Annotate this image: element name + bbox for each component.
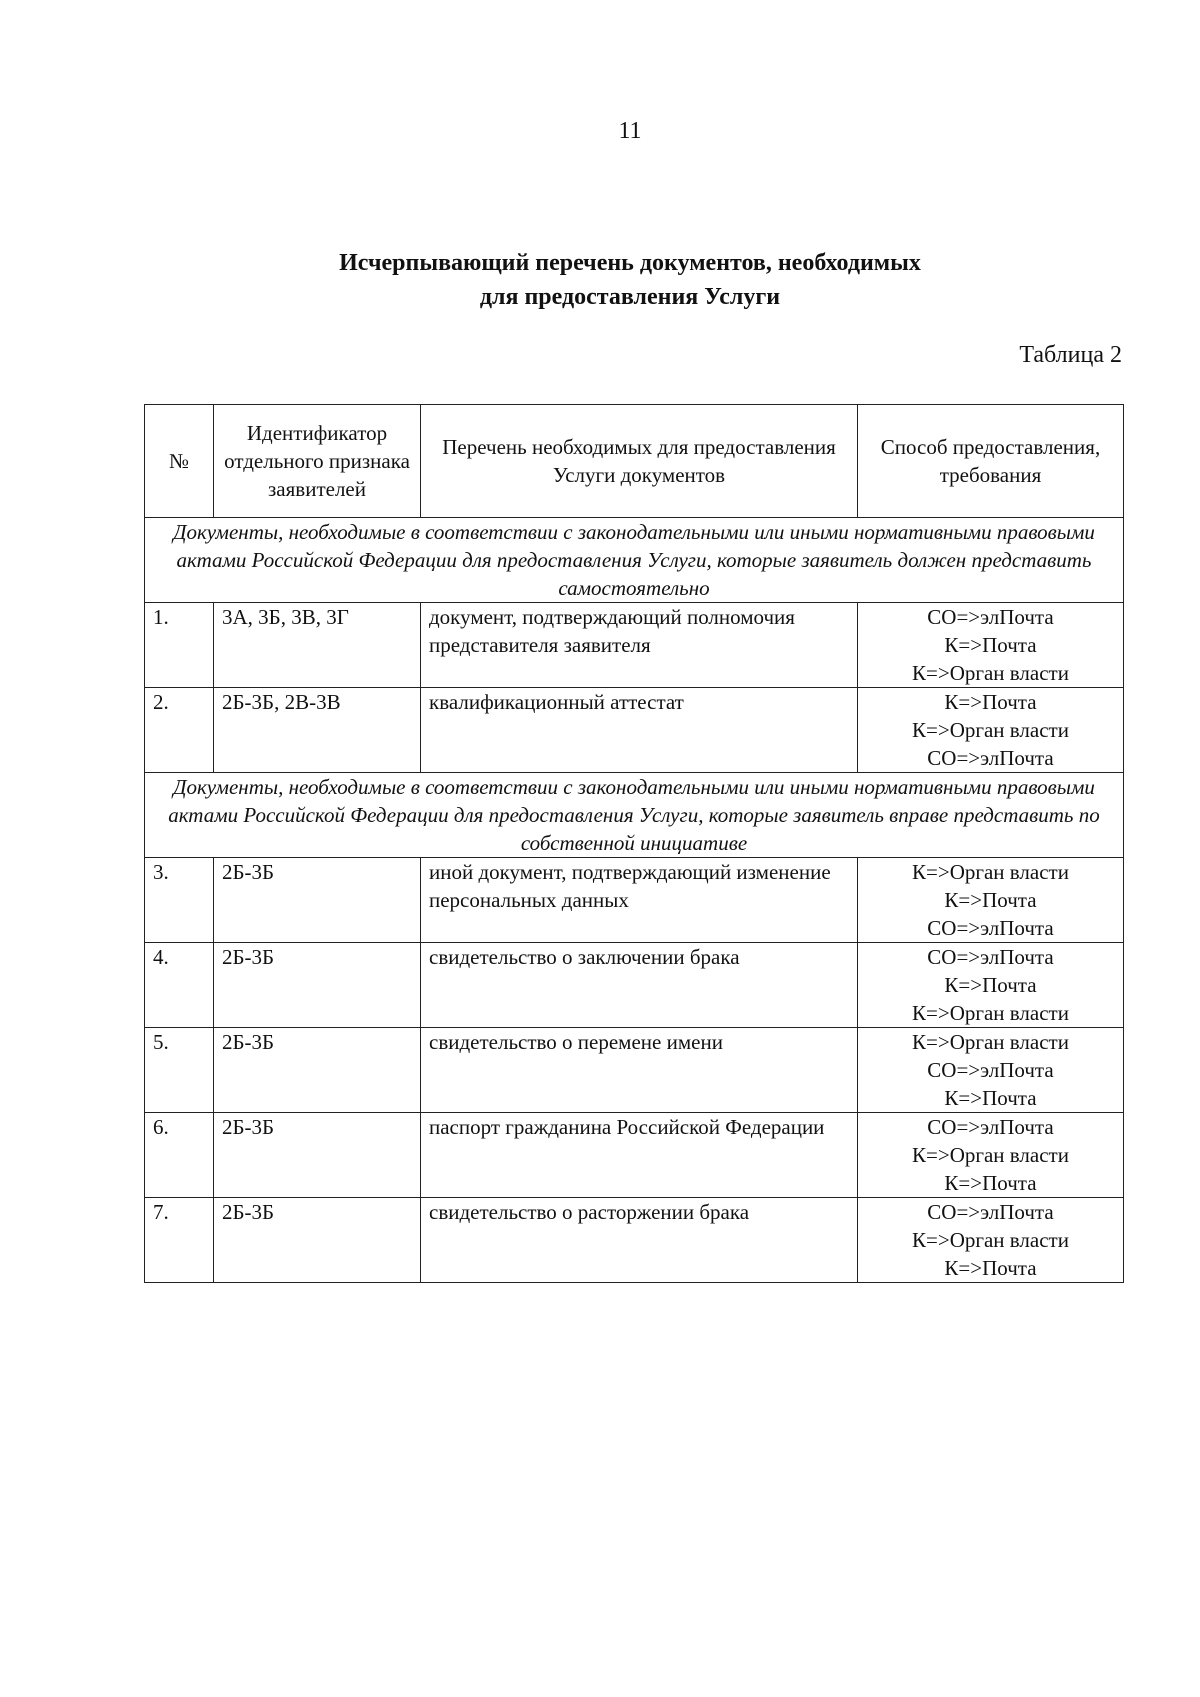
section-row xyxy=(145,773,1124,858)
table-row xyxy=(145,1028,1124,1113)
method-item: К=>Орган власти xyxy=(912,1001,1069,1025)
row-identifier: 2Б-3Б xyxy=(214,1113,421,1198)
section-row xyxy=(145,518,1124,603)
row-identifier: 2Б-3Б xyxy=(214,1198,421,1283)
method-item: К=>Орган власти xyxy=(912,718,1069,742)
row-identifier: 2Б-3Б xyxy=(214,1028,421,1113)
row-document: свидетельство о расторжении брака xyxy=(421,1198,858,1283)
table-row xyxy=(145,688,1124,773)
method-item: СО=>элПочта xyxy=(927,916,1054,940)
row-identifier: 3А, 3Б, 3В, 3Г xyxy=(214,603,421,688)
row-number: 2. xyxy=(145,688,214,773)
header-documents: Перечень необходимых для предоставления Услуги документов xyxy=(421,405,858,518)
header-identifier: Идентификатор отдельного признака заявителей xyxy=(214,405,421,518)
method-item: СО=>элПочта xyxy=(927,1200,1054,1224)
document-title-line-1: Исчерпывающий перечень документов, необходимых xyxy=(339,250,921,276)
page-number: 11 xyxy=(618,118,642,144)
row-number: 5. xyxy=(145,1028,214,1113)
row-methods xyxy=(858,603,1124,688)
method-item: К=>Почта xyxy=(944,1171,1037,1195)
document-title xyxy=(0,246,1200,314)
method-item: К=>Орган власти xyxy=(912,1143,1069,1167)
table-row xyxy=(145,1113,1124,1198)
method-item: К=>Почта xyxy=(944,888,1037,912)
header-method: Способ предоставления, требования xyxy=(858,405,1124,518)
method-item: К=>Почта xyxy=(944,633,1037,657)
method-item: К=>Почта xyxy=(944,1086,1037,1110)
row-document: квалификационный аттестат xyxy=(421,688,858,773)
method-item: К=>Почта xyxy=(944,1256,1037,1280)
row-methods xyxy=(858,1028,1124,1113)
method-item: К=>Орган власти xyxy=(912,1228,1069,1252)
method-item: СО=>элПочта xyxy=(927,746,1054,770)
table-header-row xyxy=(145,405,1124,518)
documents-table xyxy=(144,404,1124,1283)
row-number: 3. xyxy=(145,858,214,943)
method-item: К=>Орган власти xyxy=(912,860,1069,884)
row-document: документ, подтверждающий полномочия представителя заявителя xyxy=(421,603,858,688)
row-number: 1. xyxy=(145,603,214,688)
document-title-line-2: для предоставления Услуги xyxy=(479,284,781,310)
row-document: иной документ, подтверждающий изменение персональных данных xyxy=(421,858,858,943)
method-item: СО=>элПочта xyxy=(927,1058,1054,1082)
row-identifier: 2Б-3Б xyxy=(214,943,421,1028)
row-document: свидетельство о заключении брака xyxy=(421,943,858,1028)
table-row xyxy=(145,858,1124,943)
table-body xyxy=(145,518,1124,1283)
header-number: № xyxy=(145,405,214,518)
method-item: К=>Почта xyxy=(944,690,1037,714)
method-item: СО=>элПочта xyxy=(927,605,1054,629)
method-item: К=>Орган власти xyxy=(912,661,1069,685)
row-document: паспорт гражданина Российской Федерации xyxy=(421,1113,858,1198)
section-title: Документы, необходимые в соответствии с законодательными или иными нормативными правовыми актами Российской Федерации для предоставления Услуги, которые заявитель вправе представить по собственной инициативе xyxy=(145,773,1124,858)
row-identifier: 2Б-3Б, 2В-3В xyxy=(214,688,421,773)
method-item: СО=>элПочта xyxy=(927,945,1054,969)
row-number: 7. xyxy=(145,1198,214,1283)
section-title: Документы, необходимые в соответствии с законодательными или иными нормативными правовыми актами Российской Федерации для предоставления Услуги, которые заявитель должен представить самостоятельно xyxy=(145,518,1124,603)
row-methods xyxy=(858,943,1124,1028)
row-methods xyxy=(858,1198,1124,1283)
row-document: свидетельство о перемене имени xyxy=(421,1028,858,1113)
method-item: СО=>элПочта xyxy=(927,1115,1054,1139)
method-item: К=>Орган власти xyxy=(912,1030,1069,1054)
table-label: Таблица 2 xyxy=(1019,342,1122,368)
method-item: К=>Почта xyxy=(944,973,1037,997)
row-methods xyxy=(858,858,1124,943)
table-row xyxy=(145,603,1124,688)
row-number: 6. xyxy=(145,1113,214,1198)
table-row xyxy=(145,943,1124,1028)
row-identifier: 2Б-3Б xyxy=(214,858,421,943)
row-number: 4. xyxy=(145,943,214,1028)
row-methods xyxy=(858,1113,1124,1198)
table-row xyxy=(145,1198,1124,1283)
row-methods xyxy=(858,688,1124,773)
